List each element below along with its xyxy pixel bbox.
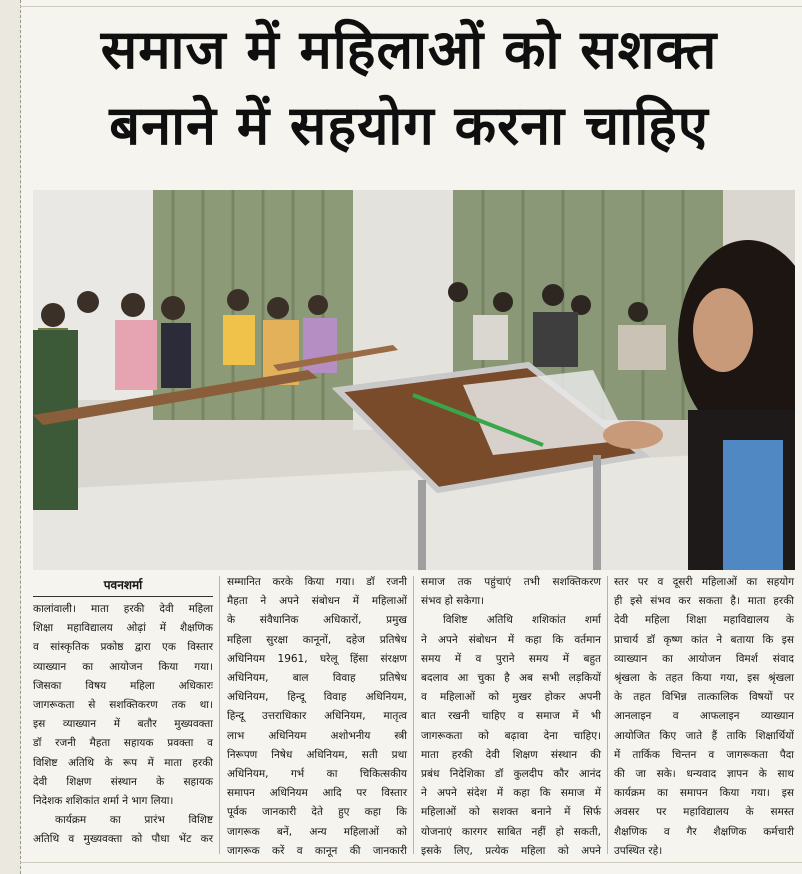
column-line: देवी शिक्षण संस्थान के सहायक [33,775,213,788]
column-line: आनलाइन व आफलाइन व्याख्यान [614,710,794,723]
top-rule [20,6,802,7]
headline-line-1: समाज में महिलाओं को सशक्त [100,18,718,81]
column-line: उपस्थित रहे। [614,844,663,857]
column-line: संभव हो सकेगा। [421,595,485,608]
article-column-2 [227,573,407,861]
byline-rule [33,596,213,597]
column-line: अधिनियम, हिन्दू विवाह अधिनियम, [227,691,407,704]
column-line: बदलाव आ चुका है अब सभी लड़कियों [421,672,601,685]
column-line: इस व्याख्यान में बतौर मुख्यवक्ता [33,718,213,731]
column-line: जागरूकता से सशक्तिकरण तक था। [33,699,213,712]
column-line: के तहत विभिन्न तात्कालिक विषयों पर [614,691,794,704]
column-line: कार्यक्रम का समापन किया गया। इस [614,787,794,800]
column-line: समय में व पुराने समय में बहुत [421,652,601,665]
column-line: विशिष्ट अतिथि शशिकांत शर्मा [443,614,601,627]
column-line: व सांस्कृतिक प्रकोष्ठ द्वारा एक विस्तार [33,641,213,654]
column-divider [607,576,608,854]
column-line: ने अपने संदेश में कहा कि समाज में [421,787,601,800]
column-line: अवसर पर महाविद्यालय के समस्त [614,806,794,819]
column-line: महिला सुरक्षा कानूनों, दहेज प्रतिषेध [227,633,407,646]
column-line: व्याख्यान का आयोजन किया गया। [33,660,213,673]
column-line: समापन अधिनियम आदि पर विस्तार [227,787,407,800]
lecture-photo-illustration [33,190,795,570]
column-line: जागरूकता को बढ़ावा देना चाहिए। [421,729,601,742]
column-line: जागरूक करें व कानून की जानकारी [227,844,407,857]
column-line: ने अपने संबोधन में कहा कि वर्तमान [421,633,601,646]
column-line: महिलाओं को सशक्त बनाने में सिर्फ [421,806,601,819]
article-column-1 [33,600,213,850]
column-divider [413,576,414,854]
column-line: मैहता ने अपने संबोधन में महिलाओं [227,595,407,608]
column-line: कार्यक्रम का प्रारंभ विशिष्ट [55,814,213,827]
byline: पवनशर्मा [103,578,143,592]
lecture-photo [33,190,795,570]
column-line: योजनाएं कारगर साबित नहीं हो सकती, [421,825,601,838]
column-line: आयोजित किए जाते हैं ताकि शिक्षार्थियों [614,729,794,742]
column-line: शैक्षणिक व गैर शैक्षणिक कर्मचारी [614,825,794,838]
column-line: माता हरकी देवी शिक्षण संस्थान की [421,748,601,761]
column-line: स्तर पर व दूसरी महिलाओं का सहयोग [614,576,794,588]
column-line: डॉ रजनी मैहता सहायक प्रवक्ता व [33,737,213,750]
article-column-3 [421,573,601,861]
column-line: समाज तक पहुंचाएं तभी सशक्तिकरण [421,576,601,588]
column-line: निरूपण निषेध अधिनियम, सती प्रथा [227,748,407,761]
column-line: देवी महिला शिक्षा महाविद्यालय के [614,614,794,627]
column-divider [219,576,220,854]
column-line: कालांवाली। माता हरकी देवी महिला [33,603,213,615]
column-line: में तार्किक चिन्तन व जागरूकता पैदा [614,748,794,761]
column-line: जागरूक बनें, अन्य महिलाओं को [227,825,407,838]
column-line: सम्मानित करके किया गया। डॉ रजनी [227,576,407,588]
column-line: प्रबंध निदेशिका डॉ कुलदीप कौर आनंद [421,768,601,781]
column-line: अतिथि व मुख्यवक्ता को पौधा भेंट कर [33,833,213,846]
column-line: अधिनियम, बाल विवाह प्रतिषेध [227,672,407,685]
column-line: ही इसे संभव कर सकता है। माता हरकी [614,595,794,608]
column-line: श्रृंखला के तहत किया गया, इस श्रृंखला [614,672,794,685]
column-line: अधिनियम 1961, घरेलू हिंसा संरक्षण [227,652,407,665]
column-line: पूर्वक जानकारी देते हुए कहा कि [227,806,407,819]
headline [24,12,794,188]
column-line: इसके लिए, प्रत्येक महिला को अपने [421,844,601,857]
adjacent-column-strip [0,0,21,874]
column-line: बात रखनी चाहिए व समाज में भी [421,710,601,723]
column-line: जिसका विषय महिला अधिकारः [33,679,213,692]
column-line: लाभ अधिनियम अशोभनीय स्त्री [227,729,407,742]
column-line: व्याख्यान का आयोजन विमर्श संवाद [614,652,794,665]
bottom-rule [20,862,802,863]
article-column-4 [614,573,794,861]
column-line: की जा सके। धन्यवाद ज्ञापन के साथ [614,768,794,781]
column-line: विशिष्ट अतिथि के रूप में माता हरकी [33,756,213,769]
headline-line-2: बनाने में सहयोग करना चाहिए [109,94,709,157]
column-line: हिन्दू उत्तराधिकार अधिनियम, मातृत्व [227,710,407,723]
column-line: व महिलाओं को मुखर होकर अपनी [421,691,601,704]
column-line: के संवैधानिक अधिकारों, प्रमुख [227,614,407,627]
column-line: शिक्षा महाविद्यालय ओढ़ां में शैक्षणिक [33,622,213,635]
column-line: प्राचार्य डॉ कृष्ण कांत ने बताया कि इस [614,633,794,646]
column-line: निदेशक शशिकांत शर्मा ने भाग लिया। [33,795,174,808]
column-line: अधिनियम, गर्भ का चिकित्सकीय [227,768,407,781]
